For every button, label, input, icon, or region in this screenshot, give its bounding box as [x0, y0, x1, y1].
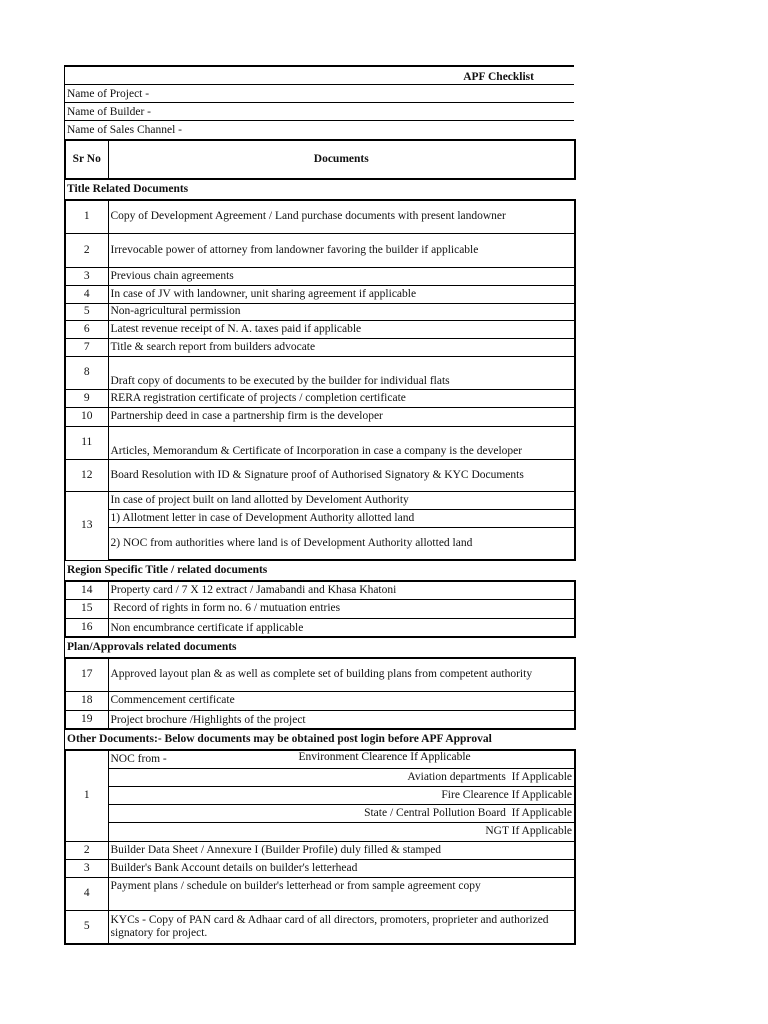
table-row: 7 Title & search report from builders advocate	[65, 338, 575, 356]
table-row: 4 In case of JV with landowner, unit sharing agreement if applicable	[65, 285, 575, 303]
table-row: 3 Builder's Bank Account details on builder's letterhead	[65, 859, 575, 877]
header-documents: Documents	[108, 140, 575, 179]
apf-checklist-sheet	[64, 65, 574, 945]
project-name-label: Name of Project -	[64, 85, 574, 103]
table-title-related	[64, 199, 576, 561]
table-row: 13 In case of project built on land allotted by Develoment Authority	[65, 491, 575, 509]
noc-from-cell	[108, 750, 575, 768]
noc-item: Environment Clearence If Applicable	[298, 751, 471, 763]
builder-name-label: Name of Builder -	[64, 103, 574, 121]
table-row: 5 Non-agricultural permission	[65, 303, 575, 320]
table-row: 1 Copy of Development Agreement / Land purchase documents with present landowner	[65, 200, 575, 233]
noc-item: State / Central Pollution Board If Applicable	[108, 804, 575, 822]
table-row: 6 Latest revenue receipt of N. A. taxes paid if applicable	[65, 320, 575, 338]
table-row: 14 Property card / 7 X 12 extract / Jamabandi and Khasa Khatoni	[65, 581, 575, 599]
table-row: 17 Approved layout plan & as well as complete set of building plans from competent authority	[65, 658, 575, 691]
sales-channel-label: Name of Sales Channel -	[64, 121, 574, 139]
table-row: 16 Non encumbrance certificate if applicable	[65, 618, 575, 637]
table-row: 9 RERA registration certificate of projects / completion certificate	[65, 389, 575, 407]
table-row: 1 NOC from - Environment Clearence If Applicable	[65, 750, 575, 768]
table-row: 2 Irrevocable power of attorney from landowner favoring the builder if applicable	[65, 233, 575, 267]
table-row: 5 KYCs - Copy of PAN card & Adhaar card of all directors, promoters, proprieter and authorized signatory for project.	[65, 910, 575, 944]
table-row: 4 Payment plans / schedule on builder's letterhead or from sample agreement copy	[65, 877, 575, 910]
section-other-documents: Other Documents:- Below documents may be obtained post login before APF Approval	[64, 730, 574, 749]
table-row: 8 Draft copy of documents to be executed by the builder for individual flats	[65, 356, 575, 389]
noc-from-label: NOC from -	[110, 752, 167, 765]
table-row	[65, 768, 575, 786]
section-region-specific: Region Specific Title / related documents	[64, 561, 574, 580]
header-sr-no: Sr No	[65, 140, 108, 179]
noc-item: Fire Clearence If Applicable	[108, 786, 575, 804]
table-row: 19 Project brochure /Highlights of the project	[65, 710, 575, 729]
table-row: 18 Commencement certificate	[65, 691, 575, 710]
table-region-specific	[64, 580, 576, 638]
table-row: 1) Allotment letter in case of Development Authority allotted land	[65, 509, 575, 527]
section-title-related: Title Related Documents	[64, 180, 574, 199]
table-plan-approvals	[64, 657, 576, 730]
column-header	[64, 139, 576, 180]
table-row	[65, 822, 575, 841]
sheet-title: APF Checklist	[64, 65, 574, 85]
table-row: 3 Previous chain agreements	[65, 267, 575, 285]
noc-item: Aviation departments If Applicable	[108, 768, 575, 786]
table-row: 12 Board Resolution with ID & Signature proof of Authorised Signatory & KYC Documents	[65, 459, 575, 491]
noc-item: NGT If Applicable	[108, 822, 575, 841]
table-row: 10 Partnership deed in case a partnership firm is the developer	[65, 407, 575, 426]
table-row: 2 Builder Data Sheet / Annexure I (Builder Profile) duly filled & stamped	[65, 841, 575, 859]
table-row: 2) NOC from authorities where land is of Development Authority allotted land	[65, 527, 575, 560]
table-row	[65, 786, 575, 804]
table-other-documents	[64, 749, 576, 945]
section-plan-approvals: Plan/Approvals related documents	[64, 638, 574, 657]
table-row: 11 Articles, Memorandum & Certificate of Incorporation in case a company is the developer	[65, 426, 575, 459]
table-row	[65, 804, 575, 822]
table-row: 15 Record of rights in form no. 6 / mutuation entries	[65, 599, 575, 618]
